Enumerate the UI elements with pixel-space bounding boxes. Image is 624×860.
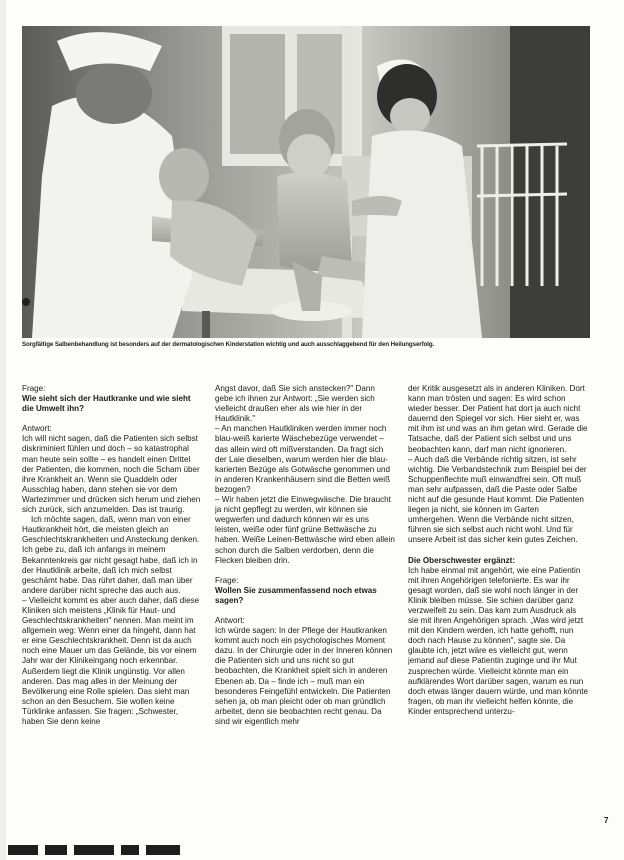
paragraph: Ich würde sagen: In der Pflege der Hautkranken kommt auch noch ein psychologisches Moment dazu. In der Chirurgie oder in der Inneren können die Patienten sich und uns nicht so gut beobachten, die Krankheit spielt sich in anderen Ebenen ab. Da – finde ich – muß man ein besonderes Feingefühl entwickeln. Die Patienten sehen ja, ob man pleicht oder ob man gründlich arbeitet, denn sie beobachten recht genau. Da sind wir eigentlich mehr: [215, 626, 393, 726]
text-column-2: [215, 384, 395, 727]
paragraph: – Auch daß die Verbände richtig sitzen, ist sehr wichtig. Die Verbandstechnik zum Beispiel bei der Schuppenflechte muß einwandfrei sein. Oft muß man sehr aufpassen, daß die Paste oder Salbe nicht auf die gesunde Haut kommt. Die Patienten liegen ja nicht, sie können im Garten umhergehen. Wenn die Verbände nicht sitzen, führen sie sich selbst auch nicht wohl. Und für unsere Arbeit ist das sicher kein gutes Zeichen.: [408, 454, 587, 545]
text-column-3: [408, 384, 588, 717]
text-column-1: [22, 384, 202, 727]
paragraph: Ich habe einmal mit angehört, wie eine Patientin mit ihren Angehörigen telefonierte. Es war ihr gesagt worden, daß sie wohl noch länger in der Klinik bleiben müsse. Sie schien darüber ganz verzweifelt zu sein. Das kam zum Ausdruck als sie mit ihren Angehörigen sprach. „Was wird jetzt mit den Kindern werden, ich hatte gehofft, nun doch nach Hause zu können", sagte sie. Da glaubte ich, jetzt wäre es vielleicht gut, wenn jemand auf diese Patientin zuginge und ihr Mut zusprechen würde. Vielleicht könnte man ein aufklärendes Wort darüber sagen, warum es nun doch etwas länger dauern würde, und man könnte fragen, ob man ihr vielleicht helfen könnte, die Kinder entsprechend unterzu-: [408, 565, 588, 716]
bottom-scan-marks: [8, 842, 278, 854]
page-number: 7: [604, 816, 609, 825]
question-text: Wollen Sie zusammenfassend noch etwas sagen?: [215, 585, 377, 605]
scan-left-edge: [0, 0, 6, 860]
photo-caption: Sorgfältige Salbenbehandlung ist besonders auf der dermatologischen Kinderstation wichtig und auch ausschlaggebend für den Heilungserfolg.: [22, 341, 435, 348]
question-text: Wie sieht sich der Hautkranke und wie sieht die Umwelt ihn?: [22, 394, 191, 414]
question-label: Frage:: [22, 384, 46, 393]
paragraph: Ich will nicht sagen, daß die Patienten sich selbst diskriminiert fühlen und doch – so katastrophal man heute sein sollte – es handelt einen Drittel der Patienten, die kommen, noch die Scham über ihre Krankheit an. Wenn sie Quaddeln oder Ausschlag haben, dann stehen sie vor dem Wartezimmer und drücken sich herum und ziehen sich zurück, sich anzumelden. Das ist traurig.: [22, 434, 201, 515]
paragraph: – Wir haben jetzt die Einwegwäsche. Die braucht ja nicht gepflegt zu werden, wir können sie wegwerfen und dadurch können wir es uns leisten, weiße oder fünf grüne Bettwäsche zu haben. Weiße Leinen-Bettwäsche wird eben allein schon durch die Salben verdorben, denn die Flecken bleiben drin.: [215, 495, 395, 565]
paragraph: – An manchen Hautkliniken werden immer noch blau-weiß karierte Wäschebezüge verwendet – das allein wird oft mißverstanden. Da fragt sich der Laie dieselben, warum werden hier die blau-karierten Bezüge als Gotwäsche genommen und in anderen Krankenhäusern sind die Betten weiß bezogen?: [215, 424, 391, 494]
question-label: Frage:: [215, 575, 239, 585]
section-heading: Die Oberschwester ergänzt:: [408, 555, 516, 565]
paragraph: Ich möchte sagen, daß, wenn man von einer Hautkrankheit hört, die meisten gleich an Geschlechtskrankheiten und Ansteckung denken. Ich gebe zu, daß ich anfangs in meinem Bekanntenkreis gar nicht gesagt habe, daß ich in der Hautklinik arbeite, daß ich mich selbst geschämt habe. Das rührt daher, daß man über andere darüber nicht spreche das auch aus.: [22, 515, 200, 595]
answer-label: Antwort:: [22, 424, 52, 434]
paragraph: der Kritik ausgesetzt als in anderen Kliniken. Dort kann man trösten und sagen: Es wird schon wieder besser. Der Patient hat dort ja auch nicht dauernd den Spiegel vor sich. Hier sieht er, was mit ihm ist und was an ihm getan wird. Gerade die Tatsache, daß der Patient sich selbst und uns beobachten kann, darf man nicht ignorieren.: [408, 384, 588, 454]
paragraph: Angst davor, daß Sie sich anstecken?" Dann gebe ich ihnen zur Antwort: „Sie werden sich vielleicht draußen eher als wie hier in der Hautklinik.": [215, 384, 375, 424]
paragraph: – Vielleicht kommt es aber auch daher, daß diese Kliniken sich meistens „Klinik für Haut- und Geschlechtskrankheiten" nennen. Man meint im allgemein weg: Wenn einer da hingeht, dann hat er eine Geschlechtskrankheit. Denn ist da auch noch eine Mauer um das Gelände, bis vor einem Jahr war der Klinikeingang noch erkennbar. Außerdem liegt die Klinik ungünstig. Vor allen anderen. Das mag alles in der Meinung der Bevölkerung eine Rolle spielen. Das sieht man schon an den Besuchern. Sie wollen keine Türklinke anfassen. Sie fragen: „Schwester, haben Sie denn keine: [22, 595, 200, 726]
article-photo: [22, 26, 590, 338]
answer-label: Antwort:: [215, 615, 245, 625]
